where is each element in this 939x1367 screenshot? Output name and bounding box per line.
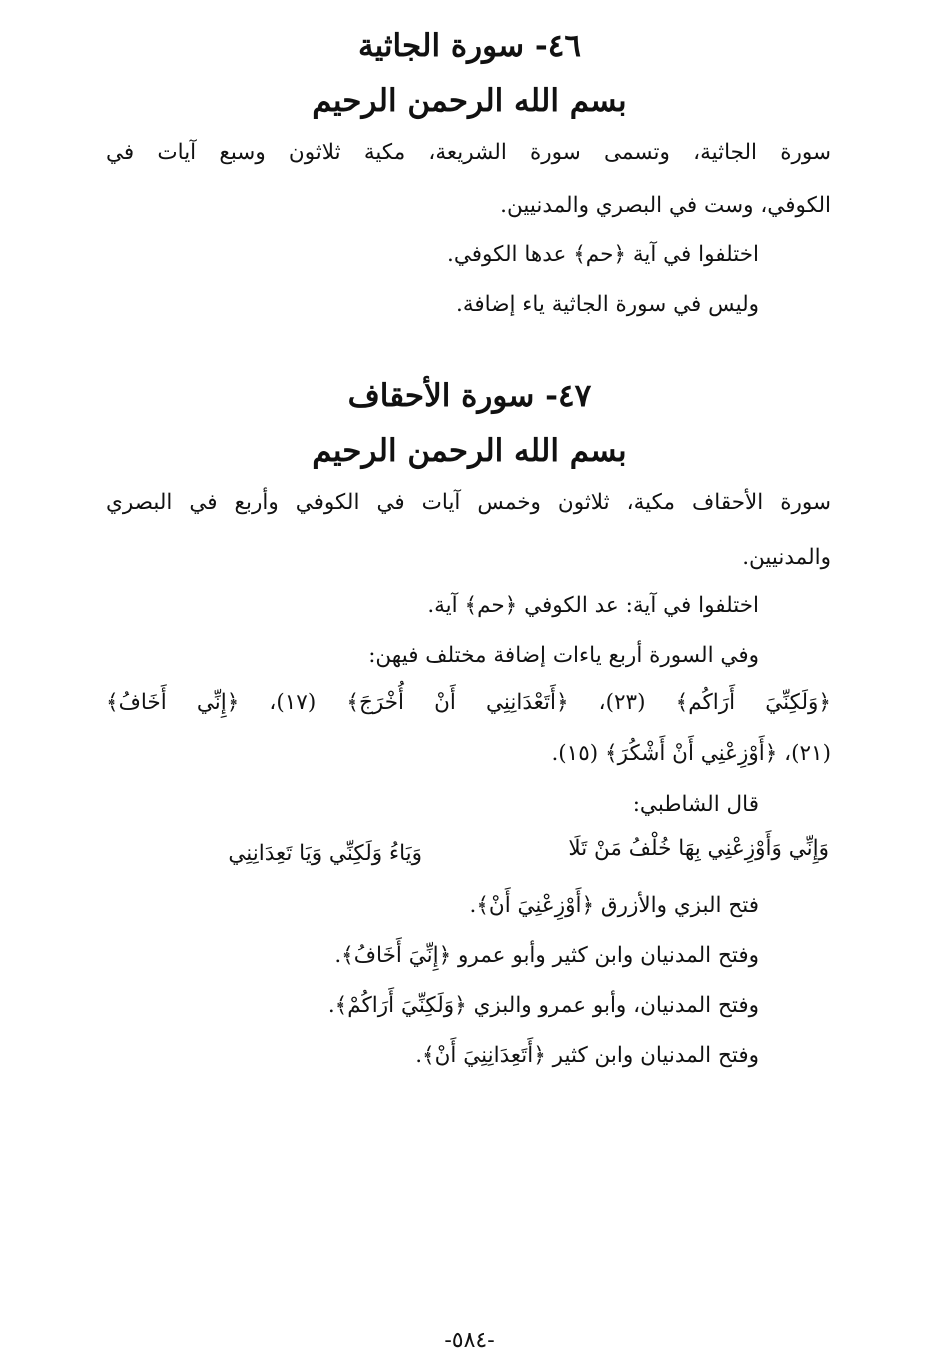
surah-47-line-8: فتح البزي والأزرق ﴿أَوْزِعْنِيَ أَنْ﴾. xyxy=(469,893,759,918)
surah-47-line-6: (٢١)، ﴿أَوْزِعْنِي أَنْ أَشْكُرَ﴾ (١٥). xyxy=(551,741,831,766)
surah-47-line-11: وفتح المدنيان وابن كثير ﴿أَتَعِدَانِنِيَ أَنْ﴾. xyxy=(415,1043,759,1068)
surah-46-line-2: الكوفي، وست في البصري والمدنيين. xyxy=(500,193,831,218)
poem-verse-first-hemistich: وَإِنِّي وَأَوْزِعْنِي بِهَا خُلْفُ مَنْ تَلَا xyxy=(568,836,829,861)
surah-47-line-2: والمدنيين. xyxy=(742,545,831,570)
surah-46-line-3: اختلفوا في آية ﴿حم﴾ عدها الكوفي. xyxy=(446,242,759,267)
surah-47-title: ٤٧- سورة الأحقاف xyxy=(347,378,592,414)
surah-47-basmala: بسم الله الرحمن الرحيم xyxy=(312,433,627,469)
surah-46-line-1: سورة الجاثية، وتسمى سورة الشريعة، مكية ثلاثون وسبع آيات في xyxy=(106,140,831,165)
page-number: -٥٨٤- xyxy=(444,1328,495,1353)
surah-47-line-10: وفتح المدنيان، وأبو عمرو والبزي ﴿وَلَكِنِّيَ أَرَاكُمْ﴾. xyxy=(327,993,759,1018)
surah-47-line-4: وفي السورة أربع ياءات إضافة مختلف فيهن: xyxy=(368,643,759,668)
surah-46-title: ٤٦- سورة الجاثية xyxy=(357,28,582,64)
poem-verse-second-hemistich: وَيَاءُ وَلَكِنِّي وَيَا تَعِدَانِنِي xyxy=(228,841,422,866)
surah-47-line-5: ﴿وَلَكِنِّيَ أَرَاكُم﴾ (٢٣)، ﴿أَتَعْدَانِنِي أَنْ أُخْرَجَ﴾ (١٧)، ﴿إِنِّي أَخَافُ﴾ xyxy=(106,690,832,715)
surah-46-basmala: بسم الله الرحمن الرحيم xyxy=(312,83,627,119)
surah-46-line-4: وليس في سورة الجاثية ياء إضافة. xyxy=(456,292,759,317)
surah-47-line-1: سورة الأحقاف مكية، ثلاثون وخمس آيات في الكوفي وأربع في البصري xyxy=(106,490,831,515)
surah-47-line-9: وفتح المدنيان وابن كثير وأبو عمرو ﴿إِنِّيَ أَخَافُ﴾. xyxy=(334,943,759,968)
surah-47-line-3: اختلفوا في آية: عد الكوفي ﴿حم﴾ آية. xyxy=(427,593,759,618)
surah-47-line-7: قال الشاطبي: xyxy=(632,792,759,817)
